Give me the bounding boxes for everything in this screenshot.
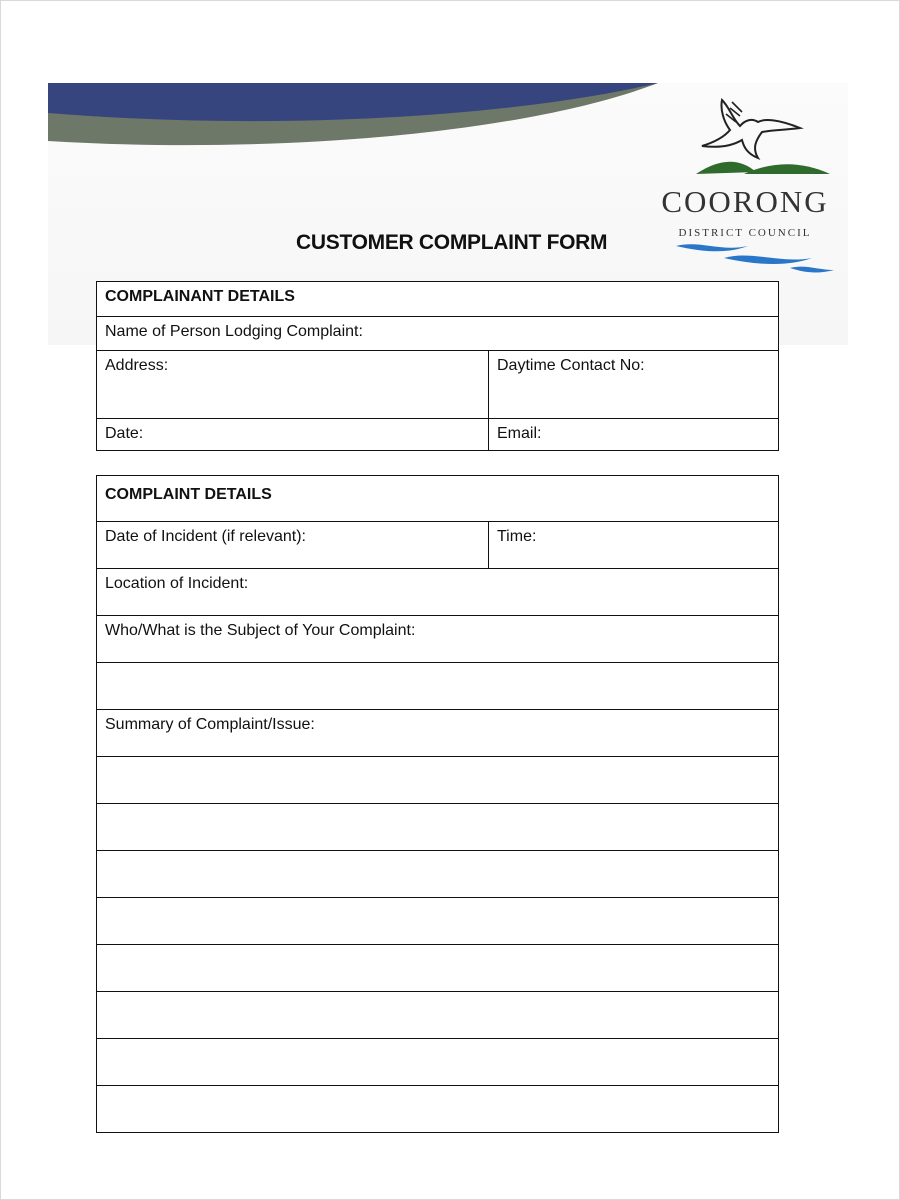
council-logo bbox=[640, 88, 850, 278]
summary-row[interactable] bbox=[97, 710, 778, 757]
phone-label: Daytime Contact No: bbox=[497, 357, 645, 374]
phone-field[interactable] bbox=[489, 351, 778, 418]
summary-blank-line[interactable] bbox=[97, 804, 778, 851]
time-field[interactable] bbox=[489, 522, 778, 568]
email-label: Email: bbox=[497, 425, 542, 442]
address-label: Address: bbox=[105, 357, 169, 374]
date-email-row bbox=[97, 419, 778, 451]
time-label: Time: bbox=[497, 528, 537, 545]
incident-date-field[interactable] bbox=[97, 522, 489, 568]
summary-blank-line[interactable] bbox=[97, 992, 778, 1039]
name-field-label: Name of Person Lodging Complaint: bbox=[105, 323, 363, 340]
header-banner bbox=[48, 83, 668, 153]
location-row[interactable] bbox=[97, 569, 778, 616]
section-title: COMPLAINT DETAILS bbox=[105, 486, 272, 503]
subject-row[interactable] bbox=[97, 616, 778, 663]
address-phone-row bbox=[97, 351, 778, 419]
summary-label: Summary of Complaint/Issue: bbox=[105, 716, 315, 733]
summary-blank-line[interactable] bbox=[97, 1039, 778, 1086]
complainant-details-box bbox=[96, 281, 779, 451]
name-row[interactable] bbox=[97, 317, 778, 351]
subject-blank-line[interactable] bbox=[97, 663, 778, 710]
summary-blank-line[interactable] bbox=[97, 757, 778, 804]
section-title: COMPLAINANT DETAILS bbox=[105, 288, 295, 305]
pelican-icon bbox=[640, 88, 850, 188]
summary-blank-line[interactable] bbox=[97, 1086, 778, 1132]
complainant-header-row bbox=[97, 282, 778, 317]
summary-blank-line[interactable] bbox=[97, 851, 778, 898]
summary-blank-line[interactable] bbox=[97, 898, 778, 945]
address-field[interactable] bbox=[97, 351, 489, 418]
email-field[interactable] bbox=[489, 419, 778, 451]
incident-date-label: Date of Incident (if relevant): bbox=[105, 528, 306, 545]
logo-name: COORONG bbox=[661, 184, 829, 219]
date-field[interactable] bbox=[97, 419, 489, 451]
complaint-header-row bbox=[97, 476, 778, 522]
form-title: CUSTOMER COMPLAINT FORM bbox=[296, 231, 608, 254]
water-icon bbox=[640, 238, 850, 278]
logo-subtitle: DISTRICT COUNCIL bbox=[678, 227, 812, 239]
location-label: Location of Incident: bbox=[105, 575, 249, 592]
date-label: Date: bbox=[105, 425, 144, 442]
subject-label: Who/What is the Subject of Your Complaint: bbox=[105, 622, 416, 639]
complaint-details-box bbox=[96, 475, 779, 1133]
incident-time-row bbox=[97, 522, 778, 569]
summary-blank-line[interactable] bbox=[97, 945, 778, 992]
